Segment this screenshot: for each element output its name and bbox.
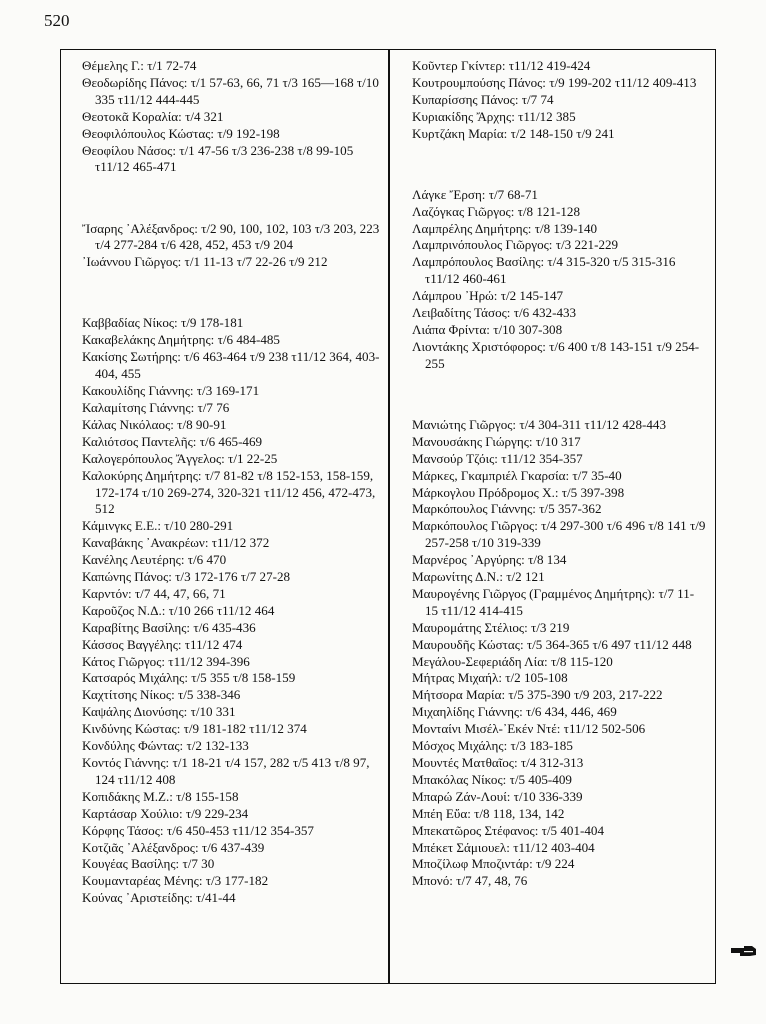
index-entry: Μήτρας Μιχαήλ: τ/2 105-108 [412,670,568,686]
index-entry: Λιάπα Φρίντα: τ/10 307-308 [412,321,563,337]
index-entry: Μαρωνίτης Δ.Ν.: τ/2 121 [412,569,545,585]
index-entry: Κάλας Νικόλαος: τ/8 90-91 [82,416,227,432]
index-entry: Θέμελης Γ.: τ/1 72-74 [82,58,197,73]
index-entry: Κόρφης Τάσος: τ/6 450-453 τ11/12 354-357 [82,822,314,838]
index-entry: Καλογερόπουλος Ἄγγελος: τ/1 22-25 [82,450,278,466]
index-entry: Μανσούρ Τζόις: τ11/12 354-357 [412,450,583,466]
section-gap [412,156,706,174]
index-entry: Κουμανταρέας Μένης: τ/3 177-182 [82,873,269,889]
index-entry: Λαμπρινόπουλος Γιῶργος: τ/3 221-229 [412,237,619,253]
index-entry: Μπονό: τ/7 47, 48, 76 [412,873,528,889]
column-divider [388,49,390,984]
index-entry: Μανιώτης Γιῶργος: τ/4 304-311 τ11/12 428-443 [412,416,667,432]
index-entry: Λαζόγκας Γιῶργος: τ/8 121-128 [412,203,581,219]
index-entry: Μπαρώ Ζάν-Λουί: τ/10 336-339 [412,788,583,804]
index-entry: Καχτίτσης Νίκος: τ/5 338-346 [82,687,241,703]
index-entry: Μπέκετ Σάμιουελ: τ11/12 403-404 [412,839,595,855]
index-entry: Μπέη Εὔα: τ/8 118, 134, 142 [412,805,565,821]
index-entry: Μαρνέρος ᾿Αργύρης: τ/8 134 [412,552,567,568]
index-entry: Καπώνης Πάνος: τ/3 172-176 τ/7 27-28 [82,569,291,585]
index-entry: Καλοκύρης Δημήτρης: τ/7 81-82 τ/8 152-153, 158-159, 172-174 τ/10 269-274, 320-321 τ11/12 456, 472-473, 512 [82,467,376,517]
index-entry: Καββαδίας Νίκος: τ/9 178-181 [82,315,244,331]
section-gap [82,284,384,302]
index-entry: Μουντές Ματθαῖος: τ/4 312-313 [412,755,584,770]
index-entry: Κοτζιᾶς ᾿Αλέξανδρος: τ/6 437-439 [82,839,265,855]
index-entry: Μιχαηλίδης Γιάννης: τ/6 434, 446, 469 [412,704,617,720]
index-entry: Καλιότσος Παντελῆς: τ/6 465-469 [82,433,263,449]
index-entry: Καψάλης Διονύσης: τ/10 331 [82,704,236,720]
index-entry: Μαρκόπουλος Γιῶργος: τ/4 297-300 τ/6 496 τ/8 141 τ/9 257-258 τ/10 319-339 [412,518,706,551]
index-entry: Θεοδωρίδης Πάνος: τ/1 57-63, 66, 71 τ/3 165—168 τ/10 335 τ11/12 444-445 [82,74,379,107]
index-entry: Μαυρογένης Γιῶργος (Γραμμένος Δημήτρης): τ/7 11-15 τ11/12 414-415 [412,585,695,618]
index-entry: Κάτος Γιῶργος: τ11/12 394-396 [82,653,250,669]
index-entry: Μήτσορα Μαρία: τ/5 375-390 τ/9 203, 217-222 [412,687,663,703]
index-entry: Λάγκε Ἔρση: τ/7 68-71 [412,186,538,202]
index-entry: Μάρκες, Γκαμπριέλ Γκαρσία: τ/7 35-40 [412,467,622,483]
left-column [82,58,384,907]
page-number: 520 [44,11,70,30]
index-entry: Κυπαρίσσης Πάνος: τ/7 74 [412,91,554,107]
right-column [412,58,706,890]
index-entry: Μανουσάκης Γιώργης: τ/10 317 [412,433,581,449]
index-entry: Κούνας ᾿Αριστείδης: τ/41-44 [82,890,236,906]
index-entry: Κανέλης Λευτέρης: τ/6 470 [82,552,227,568]
index-entry: Μάρκογλου Πρόδρομος Χ.: τ/5 397-398 [412,484,625,500]
index-entry: Μπεκατῶρος Στέφανος: τ/5 401-404 [412,822,605,838]
index-entry: Καροῦζος Ν.Δ.: τ/10 266 τ11/12 464 [82,602,275,618]
pointing-hand-icon [730,944,758,958]
section-gap [412,386,706,404]
index-entry: Καραβίτης Βασίλης: τ/6 435-436 [82,619,256,635]
index-entry: Κακαβελάκης Δημήτρης: τ/6 484-485 [82,332,280,348]
index-entry: Κυρτζάκη Μαρία: τ/2 148-150 τ/9 241 [412,125,615,141]
index-entry: Μαυρουδῆς Κώστας: τ/5 364-365 τ/6 497 τ11/12 448 [412,636,692,652]
index-entry: Κινδύνης Κώστας: τ/9 181-182 τ11/12 374 [82,721,307,737]
index-entry: Κουτρουμπούσης Πάνος: τ/9 199-202 τ11/12 409-413 [412,74,697,90]
index-entry: Λάμπρου ᾿Ηρώ: τ/2 145-147 [412,288,564,304]
index-entry: Κυριακίδης Ἄρχης: τ11/12 385 [412,108,576,124]
index-entry: Λιοντάκης Χριστόφορος: τ/6 400 τ/8 143-151 τ/9 254-255 [412,338,700,371]
index-entry: Λειβαδίτης Τάσος: τ/6 432-433 [412,305,577,321]
index-entry: Κατσαρός Μιχάλης: τ/5 355 τ/8 158-159 [82,670,296,686]
index-entry: Καλαμίτσης Γιάννης: τ/7 76 [82,399,230,415]
index-entry: Κάσσος Βαγγέλης: τ11/12 474 [82,636,243,652]
section-gap [82,189,384,207]
index-entry: ᾿Ιωάννου Γιῶργος: τ/1 11-13 τ/7 22-26 τ/9 212 [82,254,328,270]
index-entry: Μπακόλας Νίκος: τ/5 405-409 [412,771,572,787]
index-entry: Λαμπρέλης Δημήτρης: τ/8 139-140 [412,220,598,236]
index-entry: Κακίσης Σωτήρης: τ/6 463-464 τ/9 238 τ11/12 364, 403-404, 455 [82,349,380,382]
index-entry: Καρτάσαρ Χούλιο: τ/9 229-234 [82,805,249,821]
index-entry: Καρντόν: τ/7 44, 47, 66, 71 [82,585,226,601]
index-entry: Θεοφίλου Νάσος: τ/1 47-56 τ/3 236-238 τ/8 99-105 τ11/12 465-471 [82,142,354,175]
index-entry: Ἴσαρης ᾿Αλέξανδρος: τ/2 90, 100, 102, 103 τ/3 203, 223 τ/4 277-284 τ/6 428, 452, 453 τ/9 204 [82,220,380,253]
index-entry: Κονδύλης Φώντας: τ/2 132-133 [82,738,249,754]
index-entry: Κοῦντερ Γκίντερ: τ11/12 419-424 [412,58,591,73]
index-entry: Κακουλίδης Γιάννης: τ/3 169-171 [82,383,260,399]
index-entry: Λαμπρόπουλος Βασίλης: τ/4 315-320 τ/5 315-316 τ11/12 460-461 [412,254,676,287]
index-entry: Καναβάκης ᾿Ανακρέων: τ11/12 372 [82,535,270,551]
index-entry: Κάμινγκς Ε.Ε.: τ/10 280-291 [82,518,234,534]
index-entry: Μποζίλωφ Μποζιντάρ: τ/9 224 [412,856,575,872]
index-entry: Μαρκόπουλος Γιάννης: τ/5 357-362 [412,501,602,517]
index-entry: Μόσχος Μιχάλης: τ/3 183-185 [412,738,573,754]
index-entry: Μαυρομάτης Στέλιος: τ/3 219 [412,619,570,635]
index-entry: Κοπιδάκης Μ.Ζ.: τ/8 155-158 [82,788,239,804]
index-entry: Κοντός Γιάννης: τ/1 18-21 τ/4 157, 282 τ/5 413 τ/8 97, 124 τ11/12 408 [82,755,370,787]
index-entry: Θεοτοκᾶ Κοραλία: τ/4 321 [82,108,224,124]
index-entry: Θεοφιλόπουλος Κώστας: τ/9 192-198 [82,125,280,141]
index-entry: Μεγάλου-Σεφεριάδη Λία: τ/8 115-120 [412,653,613,669]
index-entry: Μονταίνι Μισέλ-᾿Εκέν Ντέ: τ11/12 502-506 [412,721,646,737]
index-entry: Κουγέας Βασίλης: τ/7 30 [82,856,215,872]
